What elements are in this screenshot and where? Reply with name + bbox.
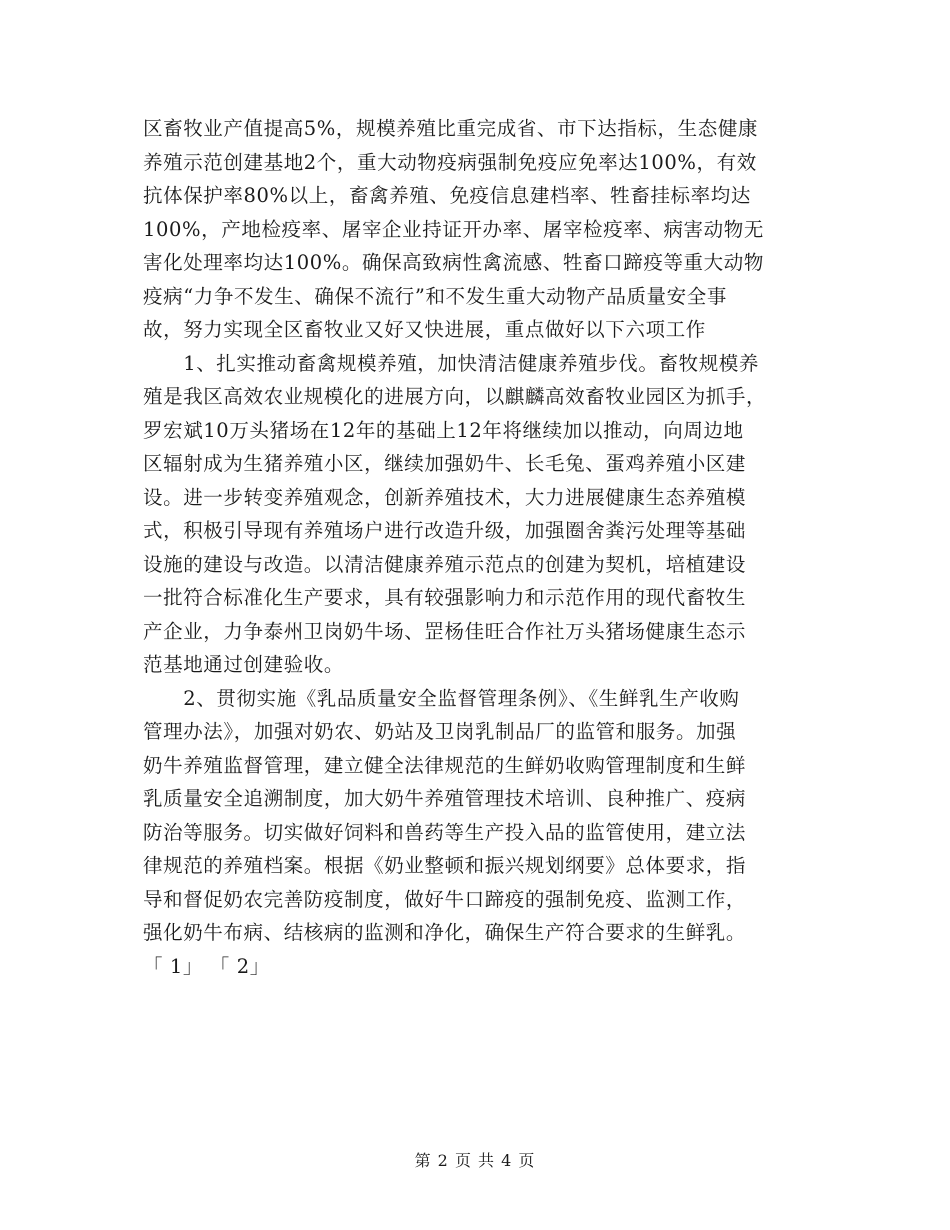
text-line: 疫病“力争不发生、确保不流行”和不发生重大动物产品质量安全事	[143, 284, 727, 308]
text-line: 设施的建设与改造。以清洁健康养殖示范点的创建为契机，培植建设	[143, 552, 747, 576]
text-line: 管理办法》，加强对奶农、奶站及卫岗乳制品厂的监管和服务。加强	[143, 720, 737, 743]
text-line: 1、扎实推动畜禽规模养殖，加快清洁健康养殖步伐。畜牧规模养	[143, 351, 760, 375]
text-line: 律规范的养殖档案。根据《奶业整顿和振兴规划纲要》总体要求，指	[143, 854, 747, 877]
text-line: 强化奶牛布病、结核病的监测和净化，确保生产符合要求的生鲜乳。	[143, 921, 747, 944]
text-line: 产企业，力争泰州卫岗奶牛场、罡杨佳旺合作社万头猪场健康生态示	[143, 619, 747, 643]
text-line: 乳质量安全追溯制度，加大奶牛养殖管理技术培训、良种推广、疫病	[143, 787, 747, 810]
body-text	[143, 112, 808, 983]
text-line: 导和督促奶农完善防疫制度，做好牛口蹄疫的强制免疫、监测工作，	[143, 887, 747, 911]
text-line: 式，积极引导现有养殖场户进行改造升级，加强圈舍粪污处理等基础	[143, 519, 747, 542]
text-line: 奶牛养殖监督管理，建立健全法律规范的生鲜奶收购管理制度和生鲜	[143, 753, 747, 777]
text-line: 故，努力实现全区畜牧业又好又快进展，重点做好以下六项工作	[143, 318, 706, 341]
text-line: 100%，产地检疫率、屠宰企业持证开办率、屠宰检疫率、病害动物无	[143, 217, 764, 241]
text-line: 2、贯彻实施《乳品质量安全监督管理条例》、《生鲜乳生产收购	[143, 686, 740, 710]
page-number-footer: 第 2 页 共 4 页	[414, 1151, 536, 1170]
text-line: 一批符合标准化生产要求，具有较强影响力和示范作用的现代畜牧生	[143, 586, 747, 609]
reference-marks: 「 1」 「 2」	[143, 954, 270, 978]
text-line: 罗宏斌10万头猪场在12年的基础上12年将继续加以推动，向周边地	[143, 418, 744, 442]
text-line: 区辐射成为生猪养殖小区，继续加强奶牛、长毛兔、蛋鸡养殖小区建	[143, 452, 747, 475]
text-line: 养殖示范创建基地2个，重大动物疫病强制免疫应免率达100%，有效	[143, 150, 757, 174]
text-line: 设。进一步转变养殖观念，创新养殖技术，大力进展健康生态养殖模	[143, 485, 747, 509]
text-line: 防治等服务。切实做好饲料和兽药等生产投入品的监管使用，建立法	[143, 820, 747, 844]
text-line: 区畜牧业产值提高5%，规模养殖比重完成省、市下达指标，生态健康	[143, 117, 759, 140]
text-line: 害化处理率均达100%。确保高致病性禽流感、牲畜口蹄疫等重大动物	[143, 251, 764, 274]
text-line: 范基地通过创建验收。	[143, 653, 345, 676]
text-line: 抗体保护率80%以上，畜禽养殖、免疫信息建档率、牲畜挂标率均达	[143, 184, 751, 207]
text-line: 殖是我区高效农业规模化的进展方向，以麒麟高效畜牧业园区为抓手，	[143, 385, 767, 408]
